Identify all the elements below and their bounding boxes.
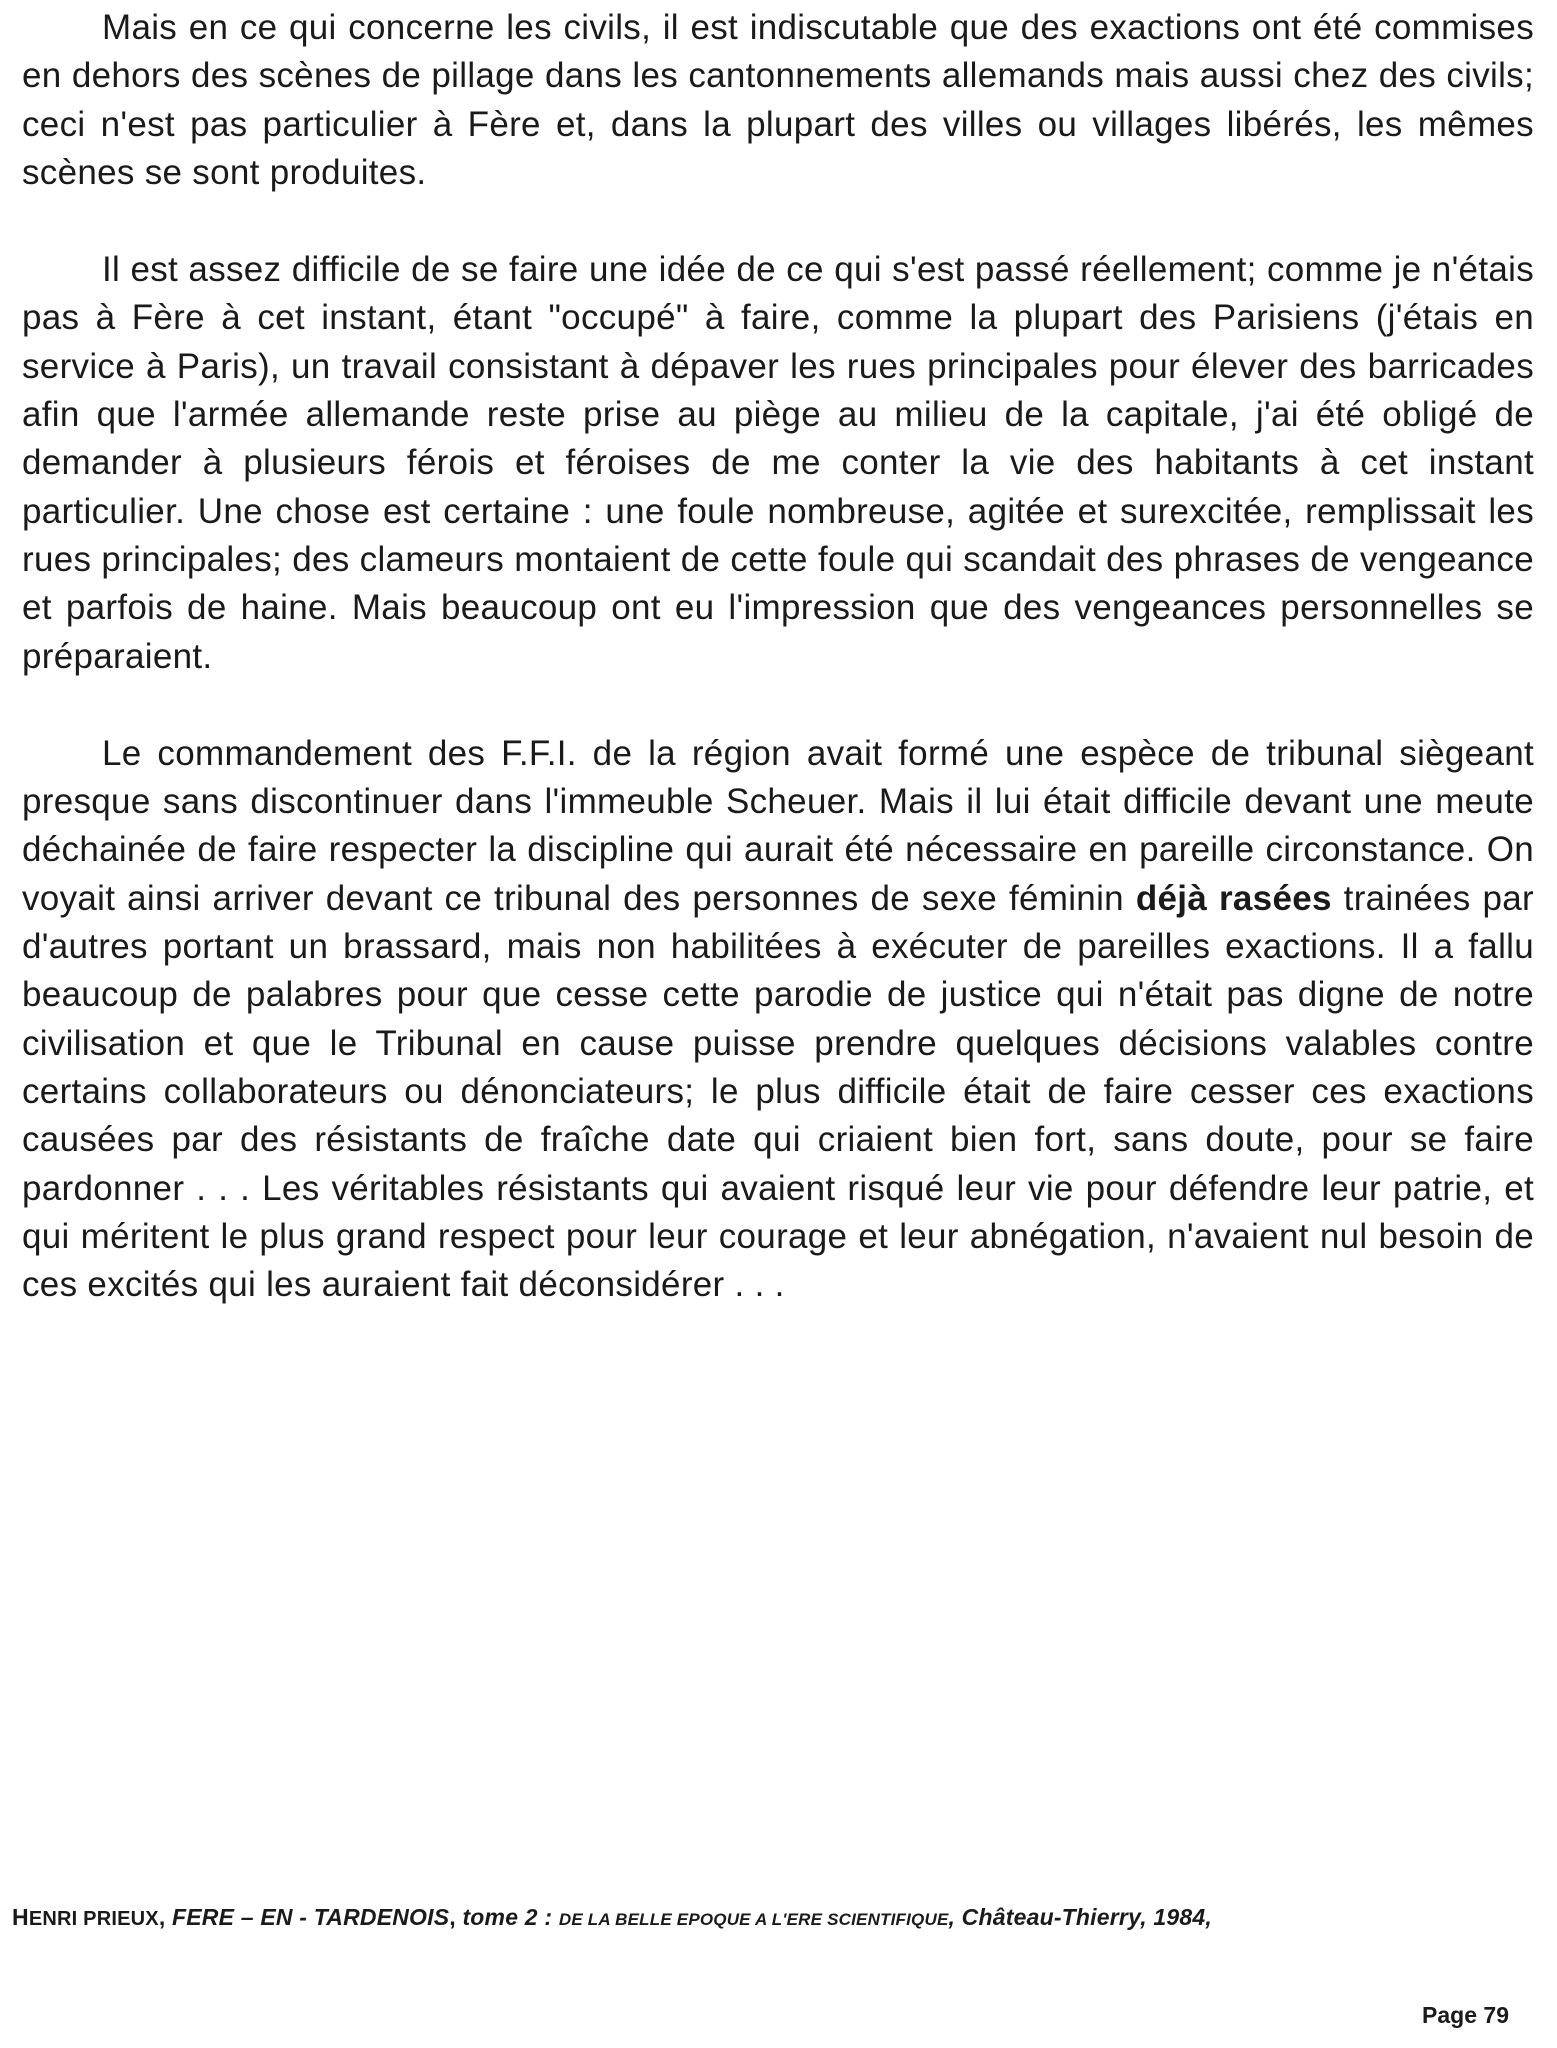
paragraph-3 [22, 730, 1534, 1310]
paragraph-1: Mais en ce qui concerne les civils, il est indiscutable que des exactions ont été commises en dehors des scènes de pillage dans les cantonnements allemands mais aussi chez des civils; ceci n'est pas particulier à Fère et, dans la plupart des villes ou villages libérés, les mêmes scènes se sont produites. [22, 8, 1534, 192]
page-number: Page 79 [1422, 2002, 1509, 2028]
citation-book-title: FERE – EN - TARDENOIS [172, 1904, 450, 1930]
citation-sep-1: , [158, 1904, 173, 1930]
paragraph-3-bold-phrase: déjà rasées [1135, 878, 1332, 918]
paragraph-3-text-after: trainées par d'autres portant un brassard, mais non habilitées à exécuter de pareilles exactions. Il a fallu beaucoup de palabres pour que cesse cette parodie de justice qui n'était pas digne de notre civilisation et que le Tribunal en cause puisse prendre quelques décisions valables contre certains collaborateurs ou dénonciateurs; le plus difficile était de faire cesser ces exactions causées par des résistants de fraîche date qui criaient bien fort, sans doute, pour se faire pardonner . . . Les véritables résistants qui avaient risqué leur vie pour défendre leur patrie, et qui méritent le plus grand respect pour leur courage et leur abnégation, n'avaient nul besoin de ces excités qui les auraient fait déconsidérer . . . [22, 878, 1534, 1305]
citation-space [552, 1904, 559, 1930]
citation-volume: tome 2 : [462, 1904, 553, 1930]
citation-author-rest: ENRI PRIEUX [28, 1908, 159, 1930]
paragraph-3-text-before: Le commandement des F.F.I. de la région avait formé une espèce de tribunal siègeant presque sans discontinuer dans l'immeuble Scheuer. Mais il lui était difficile devant une meute déchainée de faire respecter la discipline qui aurait été nécessaire en pareille circonstance. On voyait ainsi arriver devant ce tribunal des personnes de sexe féminin [22, 733, 1534, 918]
citation-author-initial: H [12, 1904, 29, 1930]
citation-sep-2: , [449, 1904, 463, 1930]
paragraph-2: Il est assez difficile de se faire une idée de ce qui s'est passé réellement; comme je n'étais pas à Fère à cet instant, étant "occupé" à faire, comme la plupart des Parisiens (j'étais en service à Paris), un travail consistant à dépaver les rues principales pour élever des barricades afin que l'armée allemande reste prise au piège au milieu de la capitale, j'ai été obligé de demander à plusieurs férois et féroises de me conter la vie des habitants à cet instant particulier. Une chose est certaine : une foule nombreuse, agitée et surexcitée, remplissait les rues principales; des clameurs montaient de cette foule qui scandait des phrases de vengeance et parfois de haine. Mais beaucoup ont eu l'impression que des vengeances personnelles se préparaient. [22, 250, 1534, 676]
citation-place-year: , Château-Thierry, 1984, [948, 1904, 1212, 1930]
footer-citation [12, 1904, 1212, 1931]
body-text [22, 4, 1534, 1309]
citation-subtitle: DE LA BELLE EPOQUE A L'ERE SCIENTIFIQUE [558, 1910, 949, 1929]
